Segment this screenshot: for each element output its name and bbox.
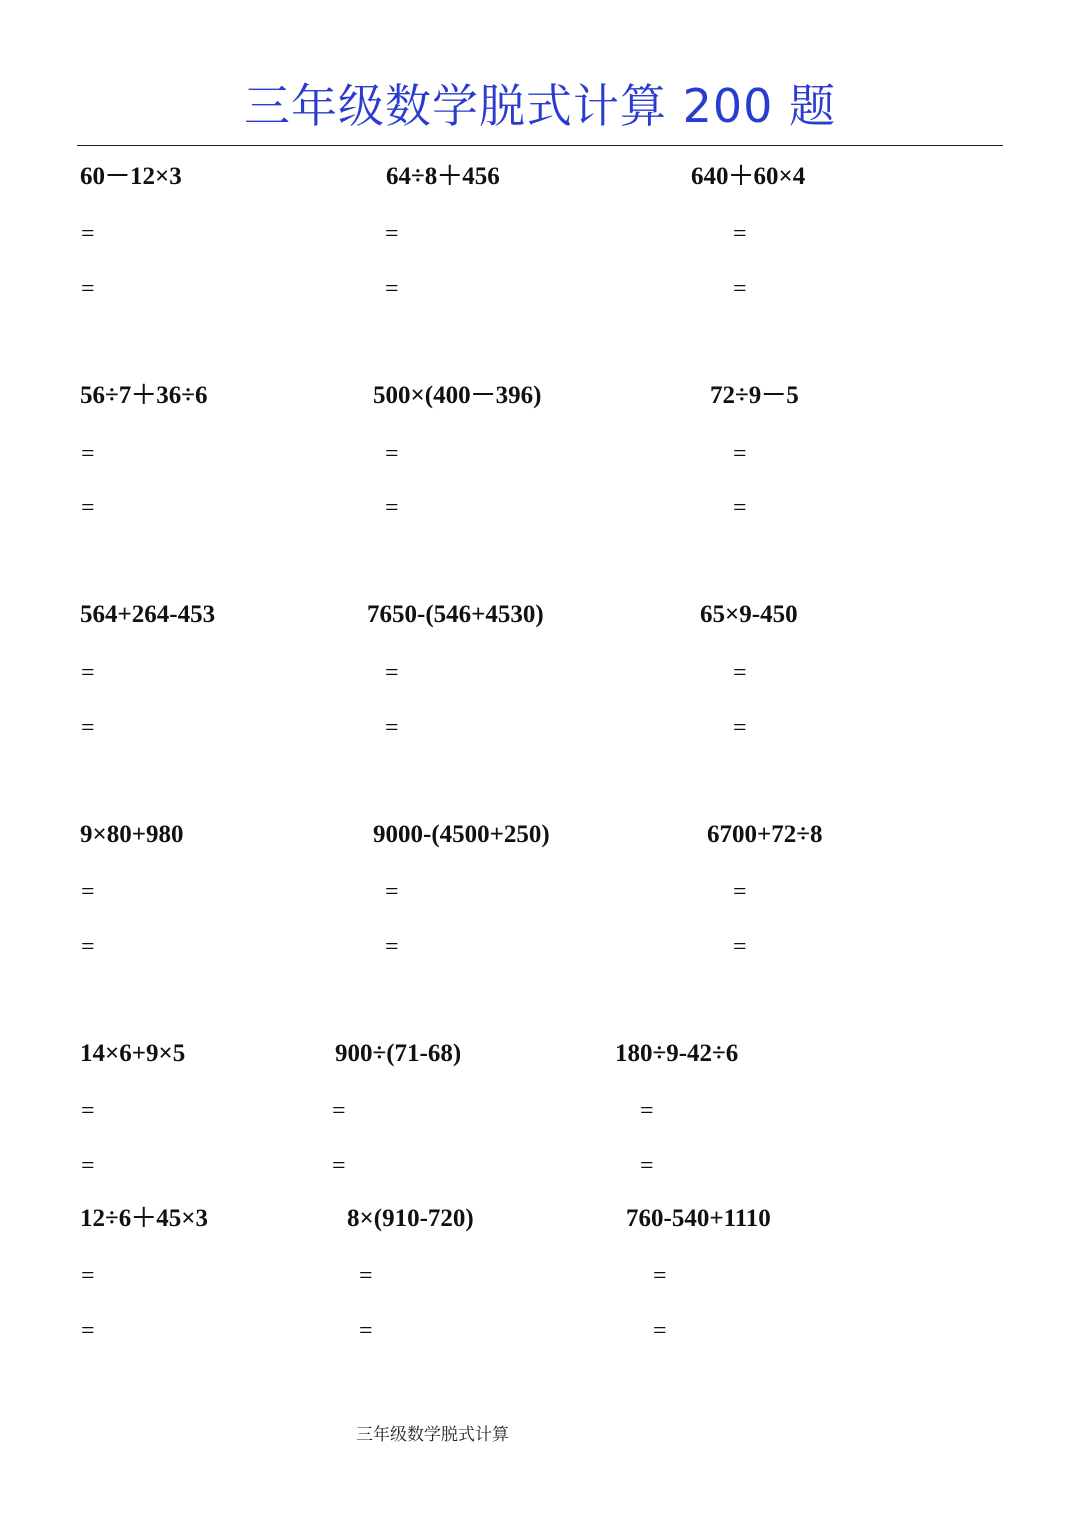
answer-step-equals: = <box>640 1098 654 1124</box>
problem-expression: 72÷9－5 <box>710 382 799 409</box>
answer-step-equals: = <box>359 1263 373 1289</box>
problem-expression: 56÷7＋36÷6 <box>80 382 208 409</box>
answer-step-equals: = <box>81 660 95 686</box>
answer-step-equals: = <box>733 660 747 686</box>
answer-step-equals: = <box>385 934 399 960</box>
answer-step-equals: = <box>81 879 95 905</box>
answer-step-equals: = <box>385 660 399 686</box>
page-title: 三年级数学脱式计算 200 题 <box>243 79 837 133</box>
problem-expression: 65×9-450 <box>700 601 798 628</box>
problem-expression: 640＋60×4 <box>691 163 806 190</box>
problem-expression: 7650-(546+4530) <box>367 601 544 628</box>
answer-step-equals: = <box>81 1263 95 1289</box>
problem-expression: 500×(400－396) <box>373 382 542 409</box>
answer-step-equals: = <box>733 276 747 302</box>
answer-step-equals: = <box>385 221 399 247</box>
answer-step-equals: = <box>359 1318 373 1344</box>
answer-step-equals: = <box>653 1318 667 1344</box>
answer-step-equals: = <box>81 934 95 960</box>
answer-step-equals: = <box>81 1153 95 1179</box>
answer-step-equals: = <box>81 441 95 467</box>
answer-step-equals: = <box>733 495 747 521</box>
page-footer: 三年级数学脱式计算 <box>356 1425 509 1445</box>
answer-step-equals: = <box>733 934 747 960</box>
answer-step-equals: = <box>733 221 747 247</box>
problem-expression: 8×(910-720) <box>347 1205 474 1232</box>
answer-step-equals: = <box>640 1153 654 1179</box>
answer-step-equals: = <box>733 441 747 467</box>
answer-step-equals: = <box>81 1318 95 1344</box>
answer-step-equals: = <box>385 495 399 521</box>
problem-expression: 9×80+980 <box>80 821 184 848</box>
answer-step-equals: = <box>81 1098 95 1124</box>
answer-step-equals: = <box>733 715 747 741</box>
problem-expression: 14×6+9×5 <box>80 1040 186 1067</box>
problem-expression: 64÷8＋456 <box>386 163 500 190</box>
answer-step-equals: = <box>385 879 399 905</box>
answer-step-equals: = <box>81 715 95 741</box>
problem-expression: 564+264-453 <box>80 601 216 628</box>
answer-step-equals: = <box>733 879 747 905</box>
problem-expression: 60－12×3 <box>80 163 182 190</box>
problem-expression: 6700+72÷8 <box>707 821 823 848</box>
problem-expression: 12÷6＋45×3 <box>80 1205 208 1232</box>
answer-step-equals: = <box>653 1263 667 1289</box>
problem-expression: 180÷9-42÷6 <box>615 1040 739 1067</box>
problem-expression: 9000-(4500+250) <box>373 821 550 848</box>
answer-step-equals: = <box>385 441 399 467</box>
problem-expression: 760-540+1110 <box>626 1205 771 1232</box>
answer-step-equals: = <box>332 1098 346 1124</box>
answer-step-equals: = <box>81 495 95 521</box>
answer-step-equals: = <box>332 1153 346 1179</box>
answer-step-equals: = <box>385 276 399 302</box>
answer-step-equals: = <box>385 715 399 741</box>
title-underline <box>77 145 1003 146</box>
problem-expression: 900÷(71-68) <box>335 1040 462 1067</box>
answer-step-equals: = <box>81 221 95 247</box>
answer-step-equals: = <box>81 276 95 302</box>
